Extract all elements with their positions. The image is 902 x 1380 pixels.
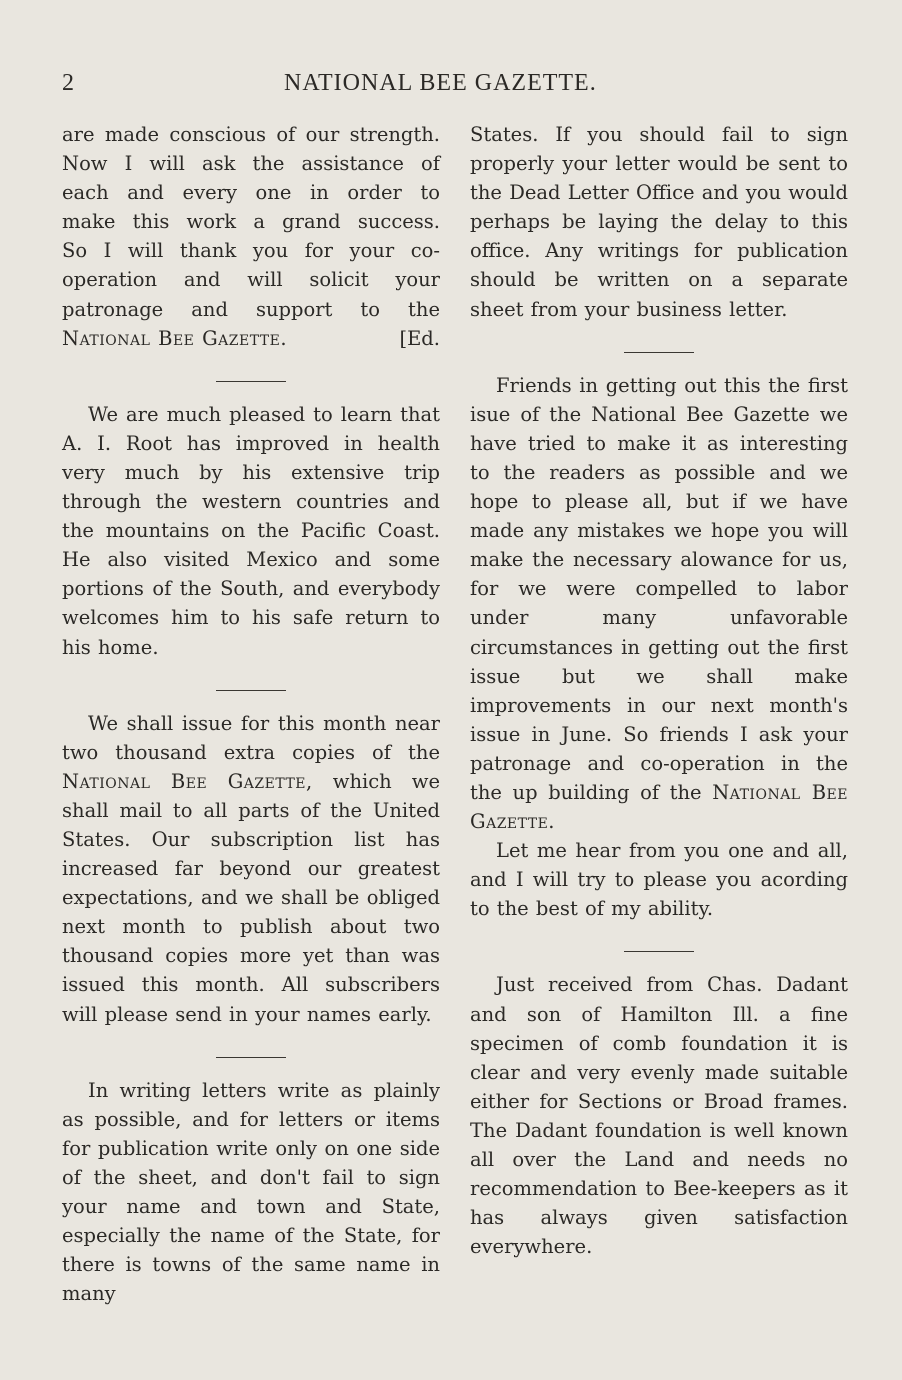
editorial-intro: [62, 120, 440, 353]
intro-line: make this work a grand success.: [62, 210, 440, 234]
extra-copies-text-after: which we shall mail to all parts of the United States. Our subscription list has increased far beyond our greatest expectations, and we shall be obliged next month to publish about two thousand copies more yet than was issued this month. All subscribers will please send in your names early.: [62, 769, 440, 1026]
friends-text: Friends in getting out this the first isue of the National Bee Gazette we have tried to make it as interesting to the readers as possible and we hope to please all, but if we have made any mistakes we hope you will make the necessary alowance for us, for we were compelled to labor under many unfavorable circumstances in getting out the first issue but we shall make improvements in our next month's issue in June. So friends I ask your patronage and co-operation in the the up building of the: [470, 373, 848, 804]
right-column: [470, 120, 848, 1261]
extra-copies-publication: National Bee Gazette,: [62, 769, 313, 793]
extra-copies-item: [62, 709, 440, 1029]
intro-line: patronage and support to the: [62, 297, 440, 321]
page-number: 2: [62, 70, 75, 96]
let-me-hear-item: Let me hear from you one and all, and I will try to please you acording to the best of my ability.: [470, 839, 848, 921]
intro-line: each and every one in order to: [62, 181, 440, 205]
friends-item: [470, 371, 848, 837]
friends-publication: National Bee Gazette.: [470, 780, 848, 834]
writing-letters-continued: States. If you should fail to sign properly your letter would be sent to the Dead Letter Office and you would perhaps be laying the delay to this office. Any writings for publication should be written on a separate sheet from your business letter.: [470, 123, 848, 321]
running-title: NATIONAL BEE GAZETTE.: [284, 70, 597, 96]
dadant-foundation-item: Just received from Chas. Dadant and son of Hamilton Ill. a fine specimen of comb foundation it is clear and very evenly made suitable either for Sections or Broad frames. The Dadant foundation is well known all over the Land and needs no recommendation to Bee-keepers as it has always given satisfaction everywhere.: [470, 973, 848, 1259]
root-health-item: We are much pleased to learn that A. I. Root has improved in health very much by his extensive trip through the western countries and the mountains on the Pacific Coast. He also visited Mexico and some portions of the South, and everybody welcomes him to his safe return to his home.: [62, 402, 440, 659]
editor-signoff: [62, 324, 440, 353]
signoff-publication: National Bee Gazette.: [62, 326, 288, 350]
writing-letters-item: In writing letters write as plainly as possible, and for letters or items for publication write only on one side of the sheet, and don't fail to sign your name and town and State, especially the name of the State, for there is towns of the same name in many: [62, 1078, 440, 1306]
intro-line: So I will thank you for your co-: [62, 239, 440, 263]
intro-line: are made conscious of our strength.: [62, 123, 440, 146]
page-header: [62, 70, 622, 100]
intro-line: Now I will ask the assistance of: [62, 152, 440, 176]
intro-line: operation and will solicit your: [62, 268, 440, 292]
extra-copies-text-before: We shall issue for this month near two thousand extra copies of the: [62, 711, 440, 764]
signoff-editor: [Ed.: [399, 326, 440, 350]
left-column: [62, 120, 440, 1308]
